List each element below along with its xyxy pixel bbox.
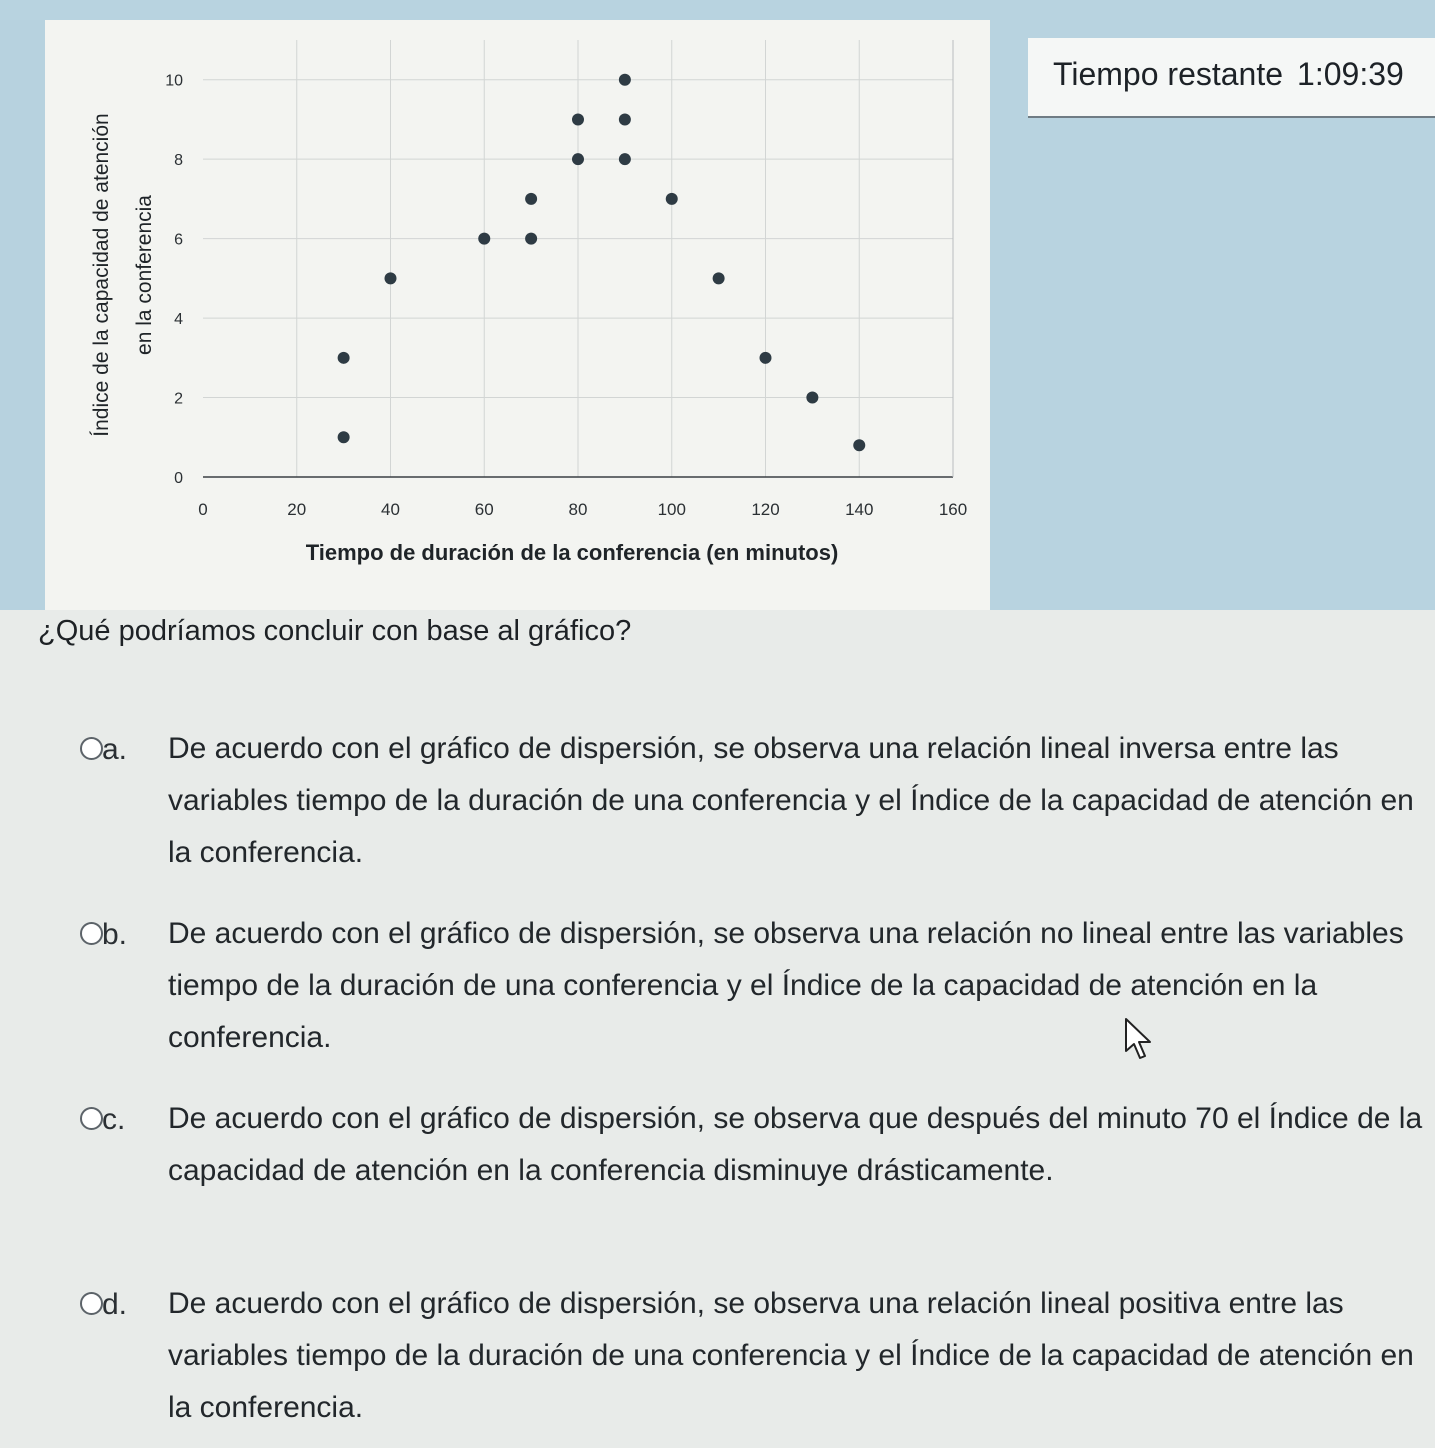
scatter-point [572, 153, 584, 165]
scatter-point [760, 352, 772, 364]
scatter-point [338, 352, 350, 364]
y-tick-label: 4 [174, 311, 183, 329]
timer-label [1053, 56, 1404, 93]
scatter-point [806, 392, 818, 404]
scatter-point [666, 193, 678, 205]
scatter-point [525, 193, 537, 205]
option-d-letter: d. [102, 1288, 128, 1321]
y-tick-label: 6 [174, 231, 183, 249]
x-tick-label: 120 [751, 500, 780, 519]
y-tick-label: 2 [174, 390, 183, 408]
option-a-radio[interactable] [80, 737, 103, 760]
mouse-cursor-icon [1124, 1017, 1156, 1063]
scatter-chart [45, 20, 990, 610]
y-tick-labels [165, 73, 183, 487]
y-tick-label: 8 [174, 152, 183, 170]
y-tick-label: 10 [165, 72, 183, 90]
option-b-letter: b. [102, 918, 128, 951]
y-axis-label-line2: en la conferencia [133, 195, 156, 355]
scatter-point [619, 113, 631, 125]
timer-value: 1:09:39 [1297, 56, 1404, 92]
x-tick-label: 140 [845, 500, 874, 519]
x-tick-labels [198, 500, 967, 519]
option-d-radio[interactable] [80, 1292, 103, 1315]
scatter-point [619, 153, 631, 165]
chart-grid [203, 40, 953, 477]
scatter-point [478, 233, 490, 245]
option-a-text: De acuerdo con el gráfico de dispersión, se observa una relación lineal inversa entre las variables tiempo de la duración de una conferencia y el Índice de la capacidad de atención en la conferencia. [168, 732, 1414, 869]
option-b-text: De acuerdo con el gráfico de dispersión, se observa una relación no lineal entre las variables tiempo de la duración de una conferencia y el Índice de la capacidad de atención en la conferencia. [168, 917, 1404, 1054]
option-c-text: De acuerdo con el gráfico de dispersión, se observa que después del minuto 70 el Índice de la capacidad de atención en la conferencia disminuye drásticamente. [168, 1102, 1423, 1187]
option-b-radio[interactable] [80, 922, 103, 945]
scatter-point [338, 431, 350, 443]
x-tick-label: 20 [287, 500, 307, 519]
x-tick-label: 60 [474, 500, 494, 519]
scatter-point [853, 439, 865, 451]
question-text: ¿Qué podríamos concluir con base al gráfico? [38, 615, 632, 647]
scatter-point [713, 272, 725, 284]
scatter-point [525, 233, 537, 245]
y-tick-label: 0 [174, 470, 183, 487]
x-axis-label: Tiempo de duración de la conferencia (en minutos) [305, 540, 839, 565]
option-c-radio[interactable] [80, 1107, 103, 1130]
x-tick-label: 40 [381, 500, 400, 519]
y-axis-label-line1: Índice de la capacidad de atención [90, 113, 113, 437]
scatter-point [619, 74, 631, 86]
x-tick-label: 0 [198, 500, 208, 519]
x-tick-label: 100 [657, 500, 686, 519]
timer-label-text: Tiempo restante [1053, 56, 1284, 92]
scatter-point [572, 113, 584, 125]
x-tick-label: 160 [938, 500, 968, 519]
scatter-points [338, 74, 866, 451]
option-c-letter: c. [102, 1103, 126, 1136]
option-d-text: De acuerdo con el gráfico de dispersión, se observa una relación lineal positiva entre las variables tiempo de la duración de una conferencia y el Índice de la capacidad de atención en la conferencia. [168, 1287, 1414, 1424]
timer-box [1028, 38, 1435, 118]
left-margin-band [0, 20, 45, 610]
x-tick-label: 80 [568, 500, 588, 519]
option-a-letter: a. [102, 733, 128, 766]
scatter-point [385, 272, 397, 284]
